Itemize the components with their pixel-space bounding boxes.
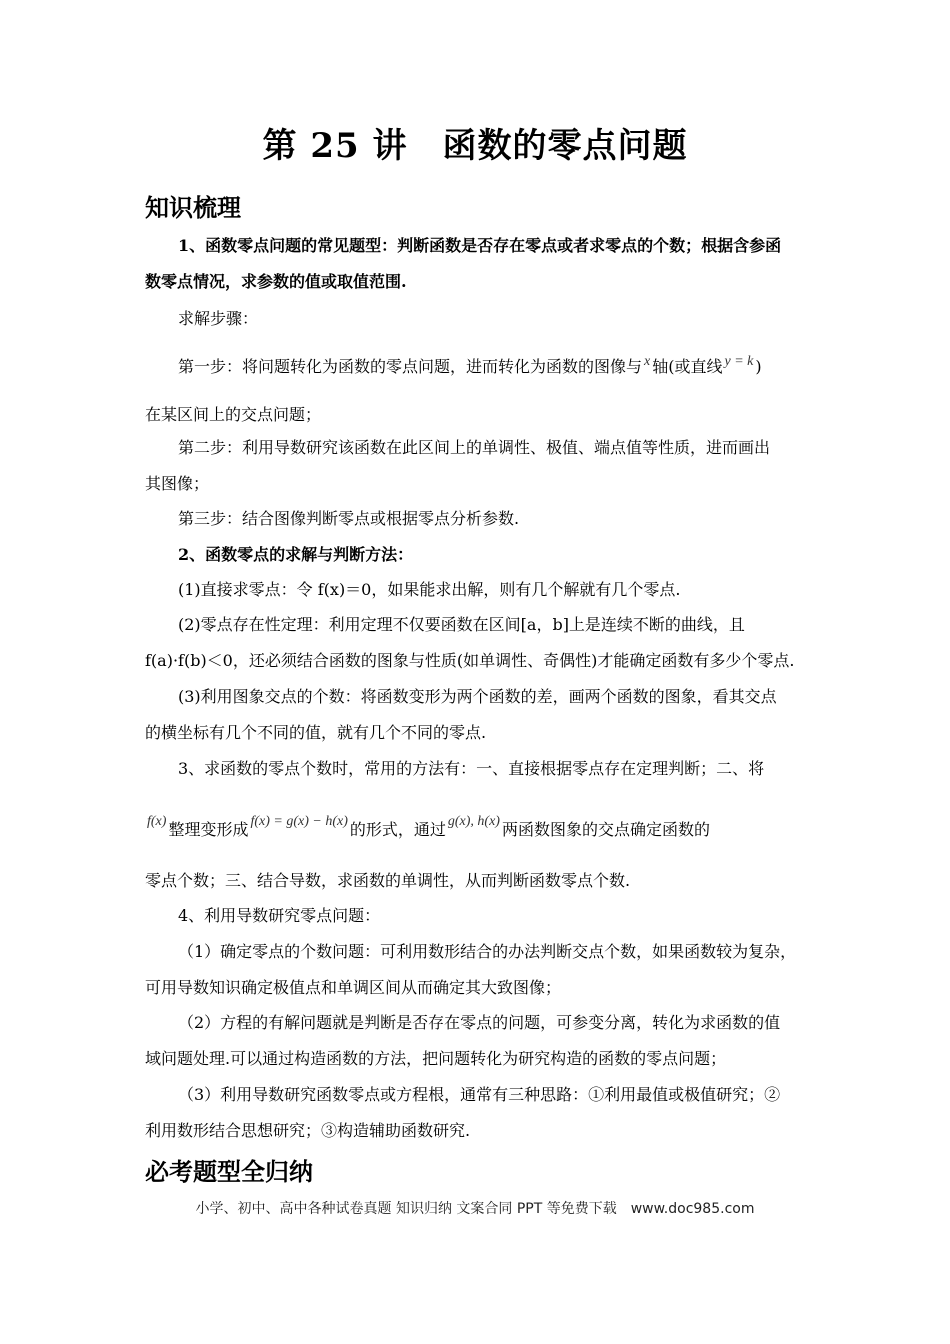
step-1-line-1 [178, 354, 818, 379]
method-3-line-1: (3)利用图象交点的个数：将函数变形为两个函数的差，画两个函数的图象，看其交点 [178, 687, 777, 706]
step-2-line-1: 第二步：利用导数研究该函数在此区间上的单调性、极值、端点值等性质，进而画出 [178, 438, 771, 457]
step-2-line-2: 其图像； [145, 474, 210, 493]
derivative-3-line-2: 利用数形结合思想研究；③构造辅助函数研究. [145, 1121, 471, 1140]
derivative-3-line-1: （3）利用导数研究函数零点或方程根，通常有三种思路：①利用最值或极值研究；② [178, 1085, 781, 1104]
derivative-2-line-1: （2）方程的有解问题就是判断是否存在零点的问题，可参变分离，转化为求函数的值 [178, 1013, 781, 1032]
step-1-line-2: 在某区间上的交点问题； [145, 405, 322, 424]
paragraph-3-text-c: 的形式，通过 [349, 820, 446, 839]
section-heading-knowledge: 知识梳理 [145, 194, 241, 222]
math-f-equals-g-minus-h: f(x) = g(x) − h(x) [250, 814, 348, 829]
paragraph-1-line-2: 数零点情况，求参数的值或取值范围. [145, 272, 407, 291]
paragraph-3-line-3: 零点个数；三、结合导数，求函数的单调性，从而判断函数零点个数. [145, 871, 631, 890]
math-f-of-x: f(x) [147, 814, 167, 829]
paragraph-2-heading: 2、函数零点的求解与判断方法： [178, 545, 414, 564]
step-1-text-a: 第一步：将问题转化为函数的零点问题，进而转化为函数的图像与 [178, 357, 643, 376]
footer-watermark: 小学、初中、高中各种试卷真题 知识归纳 文案合同 PPT 等免费下载 www.doc985.com [195, 1201, 755, 1217]
paragraph-3-line-2 [145, 814, 815, 842]
method-2-line-1: (2)零点存在性定理：利用定理不仅要函数在区间[a，b]上是连续不断的曲线，且 [178, 615, 745, 634]
method-1: (1)直接求零点：令 f(x)＝0，如果能求出解，则有几个解就有几个零点. [178, 580, 681, 599]
section-heading-question-types: 必考题型全归纳 [145, 1158, 313, 1186]
method-2-line-2: f(a)·f(b)＜0，还必须结合函数的图象与性质(如单调性、奇偶性)才能确定函数有多少个零点. [145, 651, 795, 670]
derivative-2-line-2: 域问题处理.可以通过构造函数的方法，把问题转化为研究构造的函数的零点问题； [145, 1049, 727, 1068]
math-y-equals-k: y = k [724, 354, 754, 369]
page-title: 第 25 讲 函数的零点问题 [262, 126, 688, 166]
step-1-text-c: ) [755, 357, 762, 376]
paragraph-3-line-1: 3、求函数的零点个数时，常用的方法有：一、直接根据零点存在定理判断；二、将 [178, 759, 765, 778]
paragraph-4-heading: 4、利用导数研究零点问题： [178, 906, 381, 925]
derivative-1-line-1: （1）确定零点的个数问题：可利用数形结合的办法判断交点个数，如果函数较为复杂， [178, 942, 797, 961]
steps-label: 求解步骤： [178, 309, 259, 328]
step-1-text-b: 轴(或直线 [652, 357, 723, 376]
paragraph-3-text-d: 两函数图象的交点确定函数的 [501, 820, 710, 839]
step-3: 第三步：结合图像判断零点或根据零点分析参数. [178, 509, 520, 528]
paragraph-1-line-1: 1、函数零点问题的常见题型：判断函数是否存在零点或者求零点的个数；根据含参函 [178, 236, 782, 255]
method-3-line-2: 的横坐标有几个不同的值，就有几个不同的零点. [145, 723, 487, 742]
math-g-and-h: g(x), h(x) [447, 814, 500, 829]
derivative-1-line-2: 可用导数知识确定极值点和单调区间从而确定其大致图像； [145, 978, 562, 997]
paragraph-3-text-b: 整理变形成 [168, 820, 249, 839]
math-x: x [644, 354, 651, 369]
